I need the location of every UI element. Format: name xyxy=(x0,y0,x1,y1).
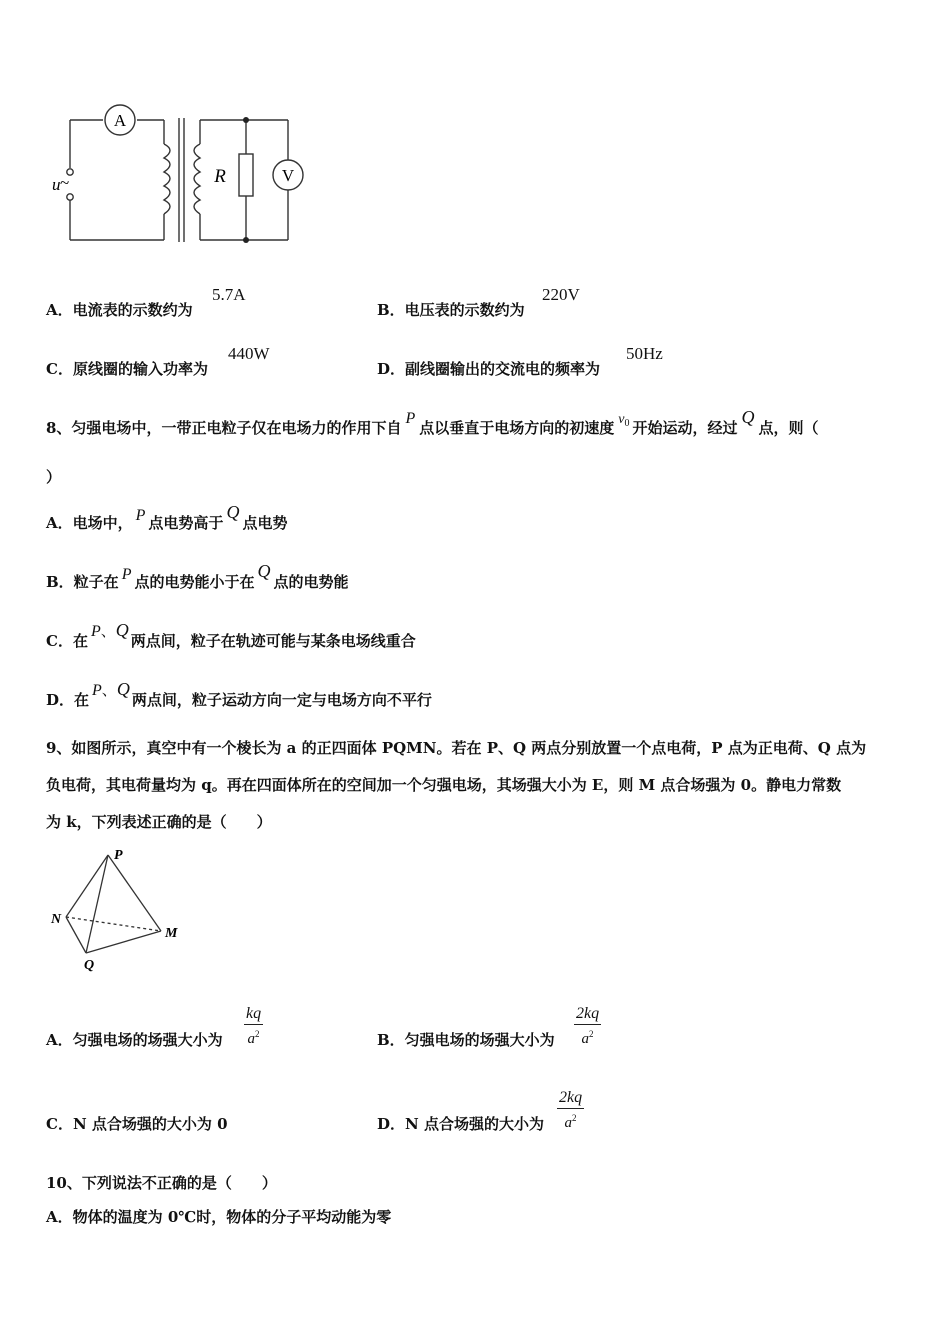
q8-option-c xyxy=(46,620,416,651)
tetra-label-p: P xyxy=(114,848,123,863)
q8-point-p: P xyxy=(405,410,416,427)
q9-option-d-label: D．N 点合场强的大小为 xyxy=(377,1115,544,1133)
q9-option-b-fraction xyxy=(574,1004,601,1048)
q8-stem-close: ） xyxy=(46,468,62,486)
q10-stem: 10、下列说法不正确的是（ ） xyxy=(46,1174,277,1192)
q8-option-b-p: P xyxy=(121,566,132,583)
q8-option-b-post: 点的电势能 xyxy=(273,573,349,591)
transformer-circuit-figure xyxy=(40,100,330,260)
q9-stem-line2: 负电荷，其电荷量均为 q。再在四面体所在的空间加一个匀强电场，其场强大小为 E，则 M 点合场强为 0。静电力常数 xyxy=(46,776,842,794)
q8-option-a-post: 点电势 xyxy=(242,514,288,532)
q8-option-a-p: P xyxy=(135,507,146,524)
q9-option-b-numerator: 2kq xyxy=(574,1004,601,1025)
q9-option-a-label: A．匀强电场的场强大小为 xyxy=(46,1031,223,1049)
q7-option-a-label: A．电流表的示数约为 xyxy=(46,301,193,319)
tetra-label-q: Q xyxy=(84,958,95,973)
q8-option-a-mid: 点电势高于 xyxy=(148,514,224,532)
tetrahedron-figure xyxy=(48,845,188,975)
q8-option-a-pre: A．电场中， xyxy=(46,514,133,532)
q8-v: v xyxy=(618,412,625,427)
q7-option-b-value: 220V xyxy=(542,285,580,304)
q8-option-d xyxy=(46,679,432,710)
resistor-label: R xyxy=(214,166,226,187)
q7-option-d xyxy=(377,358,600,379)
q8-stem-part4: 点，则（ xyxy=(758,419,819,437)
q8-option-a-q: Q xyxy=(226,502,240,522)
q9-option-a-exponent: 2 xyxy=(255,1029,260,1039)
q8-v-subscript: 0 xyxy=(624,418,630,429)
q7-option-d-value: 50Hz xyxy=(626,344,663,363)
q8-option-c-q: Q xyxy=(115,620,129,640)
q8-stem xyxy=(46,407,819,438)
q7-option-a xyxy=(46,299,193,320)
q8-option-d-q: Q xyxy=(116,679,130,699)
q8-option-b-mid: 点的电势能小于在 xyxy=(134,573,255,591)
q8-stem-part1: 8、匀强电场中，一带正电粒子仅在电场力的作用下自 xyxy=(46,419,402,437)
q8-option-d-post: 两点间，粒子运动方向一定与电场方向不平行 xyxy=(131,691,432,709)
tetra-label-n: N xyxy=(51,912,62,927)
q9-stem-line3: 为 k，下列表述正确的是（ ） xyxy=(46,813,272,831)
q9-option-b-exponent: 2 xyxy=(589,1029,594,1039)
q9-option-a-denominator: a xyxy=(247,1031,256,1047)
q7-option-c xyxy=(46,358,208,379)
q8-option-b-q: Q xyxy=(257,561,271,581)
q9-option-d-fraction xyxy=(557,1088,584,1132)
q7-option-c-value: 440W xyxy=(228,344,270,363)
ammeter-label: A xyxy=(113,111,127,130)
q9-option-d-exponent: 2 xyxy=(572,1113,577,1123)
q9-option-a-numerator: kq xyxy=(244,1004,263,1025)
q7-option-d-label: D．副线圈输出的交流电的频率为 xyxy=(377,360,601,378)
q9-option-b-denominator: a xyxy=(581,1031,590,1047)
q9-option-a-fraction xyxy=(244,1004,263,1048)
tetra-label-m: M xyxy=(165,926,178,941)
q8-option-d-pre: D．在 xyxy=(46,691,90,709)
q8-option-c-sep: 、 xyxy=(100,622,116,640)
q8-option-c-post: 两点间，粒子在轨迹可能与某条电场线重合 xyxy=(130,632,416,650)
q7-option-c-label: C．原线圈的输入功率为 xyxy=(46,360,208,378)
q8-option-b-pre: B．粒子在 xyxy=(46,573,119,591)
q8-option-a xyxy=(46,502,288,533)
source-tilde-label: ~ xyxy=(60,173,70,192)
q8-option-c-pre: C．在 xyxy=(46,632,88,650)
q7-option-b xyxy=(377,299,525,320)
q8-stem-part2: 点以垂直于电场方向的初速度 xyxy=(419,419,615,437)
q8-option-d-p: P xyxy=(92,682,102,699)
q10-option-a: A．物体的温度为 0℃时，物体的分子平均动能为零 xyxy=(46,1208,392,1226)
q7-option-b-label: B．电压表的示数约为 xyxy=(377,301,525,319)
q8-option-d-sep: 、 xyxy=(101,681,117,699)
q8-option-b xyxy=(46,561,349,592)
q8-point-q: Q xyxy=(741,407,755,427)
q9-stem-line1: 9、如图所示，真空中有一个棱长为 a 的正四面体 PQMN。若在 P、Q 两点分别放置一个点电荷，P 点为正电荷、Q 点为 xyxy=(46,739,867,757)
q9-option-c-label: C．N 点合场强的大小为 0 xyxy=(46,1115,228,1133)
q7-option-a-value: 5.7A xyxy=(212,285,246,304)
voltmeter-label: V xyxy=(281,166,295,185)
q9-option-b-label: B．匀强电场的场强大小为 xyxy=(377,1031,555,1049)
q8-stem-part3: 开始运动，经过 xyxy=(632,419,738,437)
q9-option-d-numerator: 2kq xyxy=(557,1088,584,1109)
q8-option-c-p: P xyxy=(90,623,101,640)
source-u-label: u xyxy=(52,175,61,194)
q9-option-d-denominator: a xyxy=(564,1115,573,1131)
